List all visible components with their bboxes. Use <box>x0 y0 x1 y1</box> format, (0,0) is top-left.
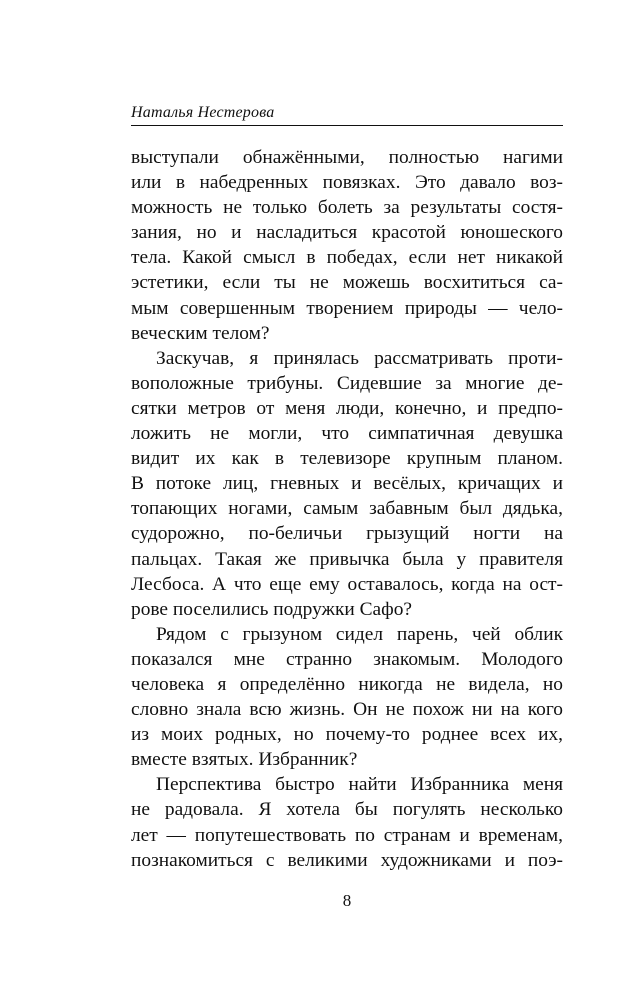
text-line: мым совершенным творением природы — чело- <box>131 297 563 319</box>
text-line: Заскучав, я принялась рассматривать проти- <box>156 347 563 369</box>
text-line: видит их как в телевизоре крупным планом. <box>131 448 563 470</box>
text-line: не радовала. Я хотела бы погулять несколько <box>131 799 563 821</box>
text-line: В потоке лиц, гневных и весёлых, кричащих и <box>131 473 563 495</box>
text-line: Перспектива быстро найти Избранника меня <box>156 774 563 796</box>
text-line: можность не только болеть за результаты состя- <box>131 197 563 219</box>
running-head-author: Наталья Нестерова <box>131 104 275 121</box>
text-line: познакомиться с великими художниками и поэ- <box>131 849 563 871</box>
text-line: топающих ногами, самым забавным был дядька, <box>131 498 563 520</box>
text-line: тела. Какой смысл в победах, если нет никакой <box>131 247 563 269</box>
text-line: человека я определённо никогда не видела, но <box>131 673 563 695</box>
text-line: выступали обнажёнными, полностью нагими <box>131 147 563 168</box>
text-line: рове поселились подружки Сафо? <box>131 598 413 620</box>
text-line: веческим телом? <box>131 322 270 344</box>
text-line: из моих родных, но почему-то роднее всех их, <box>131 724 563 746</box>
text-line: вместе взятых. Избранник? <box>131 749 358 771</box>
page-number: 8 <box>342 891 352 910</box>
text-line: показался мне странно знакомым. Молодого <box>131 648 563 670</box>
text-line: словно знала всю жизнь. Он не похож ни на кого <box>131 699 563 721</box>
text-line: или в набедренных повязках. Это давало воз- <box>131 172 563 194</box>
text-line: ложить не могли, что симпатичная девушка <box>131 423 563 445</box>
text-line: Рядом с грызуном сидел парень, чей облик <box>156 623 563 645</box>
text-line: сятки метров от меня люди, конечно, и предпо- <box>131 397 563 419</box>
text-line: воположные трибуны. Сидевшие за многие де- <box>131 372 563 394</box>
header-rule <box>131 125 563 126</box>
body-text <box>131 145 563 873</box>
text-line: зания, но и насладиться красотой юношеского <box>131 222 563 244</box>
text-line: пальцах. Такая же привычка была у правителя <box>131 548 563 570</box>
text-line: Лесбоса. А что еще ему оставалось, когда на ост- <box>131 573 563 595</box>
text-line: эстетики, если ты не можешь восхититься са- <box>131 272 563 294</box>
text-line: лет — попутешествовать по странам и временам, <box>131 824 563 846</box>
text-line: судорожно, по-беличьи грызущий ногти на <box>131 523 563 545</box>
